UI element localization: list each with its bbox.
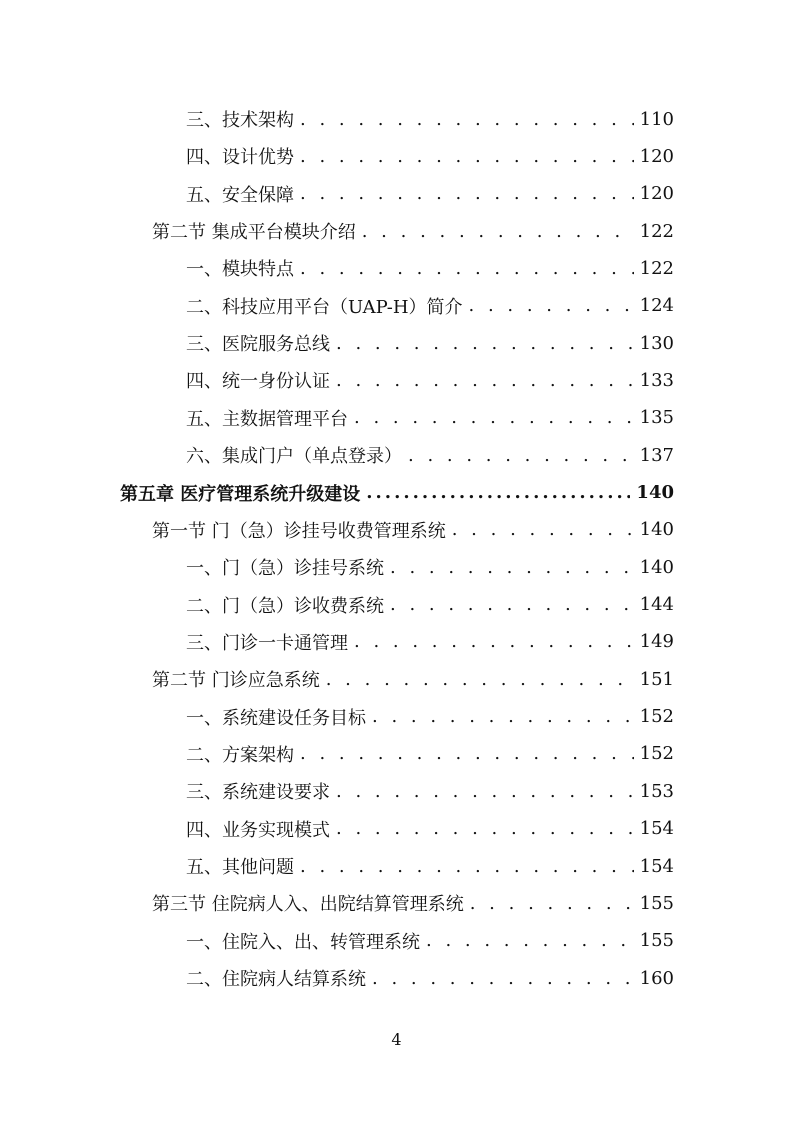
dot-leader <box>426 930 634 951</box>
toc-item-row[interactable] <box>186 328 674 358</box>
toc-section-row[interactable] <box>152 216 674 246</box>
toc-item-row[interactable] <box>186 590 674 620</box>
toc-entry-page-number: 122 <box>639 257 674 279</box>
toc-item-row[interactable] <box>186 440 674 470</box>
dot-leader <box>469 295 634 316</box>
toc-entry-title: 第三节 住院病人入、出院结算管理系统 <box>152 894 464 916</box>
toc-entry-title: 第一节 门（急）诊挂号收费管理系统 <box>152 520 446 542</box>
toc-item-row[interactable] <box>186 851 674 881</box>
toc-entry-page-number: 110 <box>639 108 674 130</box>
dot-leader <box>372 706 634 727</box>
toc-entry-page-number: 140 <box>636 482 674 503</box>
dot-leader <box>354 631 634 652</box>
toc-item-row[interactable] <box>186 627 674 657</box>
dot-leader <box>390 594 634 615</box>
toc-entry-title: 三、系统建设要求 <box>186 782 330 804</box>
toc-entry-page-number: 122 <box>639 220 674 242</box>
toc-entry-title: 第五章 医疗管理系统升级建设 <box>120 483 361 505</box>
dot-leader <box>354 407 634 428</box>
toc-entry-page-number: 135 <box>639 407 674 429</box>
dot-leader <box>300 109 634 130</box>
dot-leader <box>362 221 634 242</box>
toc-entry-title: 二、科技应用平台（UAP-H）简介 <box>186 296 463 318</box>
toc-item-row[interactable] <box>186 552 674 582</box>
toc-entry-title: 二、方案架构 <box>186 744 294 766</box>
toc-entry-page-number: 152 <box>639 743 674 765</box>
toc-entry-page-number: 155 <box>639 930 674 952</box>
dot-leader <box>452 519 634 540</box>
dot-leader <box>300 856 634 877</box>
toc-entry-page-number: 133 <box>639 369 674 391</box>
toc-item-row[interactable] <box>186 814 674 844</box>
toc-section-row[interactable] <box>152 515 674 545</box>
dot-leader <box>408 445 634 466</box>
toc-section-row[interactable] <box>152 888 674 918</box>
toc-entry-title: 第二节 集成平台模块介绍 <box>152 222 356 244</box>
dot-leader <box>336 370 634 391</box>
toc-entry-page-number: 130 <box>639 332 674 354</box>
toc-entry-title: 二、住院病人结算系统 <box>186 969 366 991</box>
toc-entry-page-number: 144 <box>639 594 674 616</box>
toc-entry-page-number: 151 <box>639 668 674 690</box>
page-number: 4 <box>391 1030 402 1049</box>
toc-entry-title: 四、设计优势 <box>186 147 294 169</box>
toc-entry-title: 一、门（急）诊挂号系统 <box>186 558 384 580</box>
toc-entry-page-number: 124 <box>639 295 674 317</box>
toc-chapter-row[interactable] <box>120 478 674 508</box>
toc-item-row[interactable] <box>186 104 674 134</box>
toc-entry-page-number: 152 <box>639 706 674 728</box>
toc-item-row[interactable] <box>186 291 674 321</box>
toc-entry-page-number: 154 <box>639 818 674 840</box>
toc-entry-title: 四、统一身份认证 <box>186 371 330 393</box>
toc-entry-title: 三、医院服务总线 <box>186 334 330 356</box>
toc-item-row[interactable] <box>186 179 674 209</box>
toc-entry-page-number: 120 <box>639 183 674 205</box>
toc-entry-title: 三、技术架构 <box>186 110 294 131</box>
toc-entry-page-number: 153 <box>639 780 674 802</box>
dot-leader <box>366 482 630 503</box>
dot-leader <box>300 183 634 204</box>
dot-leader <box>300 258 634 279</box>
toc-item-row[interactable] <box>186 739 674 769</box>
toc-item-row[interactable] <box>186 253 674 283</box>
dot-leader <box>336 333 634 354</box>
toc-entry-title: 五、主数据管理平台 <box>186 408 348 430</box>
dot-leader <box>336 781 634 802</box>
dot-leader <box>300 743 634 764</box>
toc-entry-title: 六、集成门户（单点登录） <box>186 446 402 468</box>
toc-entry-page-number: 160 <box>639 967 674 989</box>
toc-entry-title: 一、住院入、出、转管理系统 <box>186 931 420 953</box>
toc-entry-title: 一、系统建设任务目标 <box>186 707 366 729</box>
toc-item-row[interactable] <box>186 365 674 395</box>
dot-leader <box>390 557 634 578</box>
toc-item-row[interactable] <box>186 776 674 806</box>
toc-entry-page-number: 140 <box>639 556 674 578</box>
dot-leader <box>372 968 634 989</box>
toc-entry-title: 四、业务实现模式 <box>186 819 330 841</box>
toc-item-row[interactable] <box>186 141 674 171</box>
dot-leader <box>470 893 634 914</box>
toc-entry-page-number: 155 <box>639 892 674 914</box>
toc-entry-title: 五、其他问题 <box>186 857 294 878</box>
toc-entry-title: 一、模块特点 <box>186 259 294 281</box>
dot-leader <box>300 146 634 167</box>
toc-entry-page-number: 149 <box>639 631 674 653</box>
toc-item-row[interactable] <box>186 403 674 433</box>
toc-entry-title: 三、门诊一卡通管理 <box>186 632 348 654</box>
toc-entry-page-number: 137 <box>639 444 674 466</box>
toc-entry-title: 二、门（急）诊收费系统 <box>186 595 384 617</box>
toc-item-row[interactable] <box>186 702 674 732</box>
toc-section-row[interactable] <box>152 664 674 694</box>
toc-entry-page-number: 120 <box>639 145 674 167</box>
toc-entry-page-number: 154 <box>639 855 674 877</box>
dot-leader <box>326 669 634 690</box>
toc-entry-page-number: 140 <box>639 519 674 541</box>
toc-item-row[interactable] <box>186 926 674 956</box>
toc-item-row[interactable] <box>186 963 674 993</box>
toc-entry-title: 五、安全保障 <box>186 184 294 206</box>
dot-leader <box>336 818 634 839</box>
toc-entry-title: 第二节 门诊应急系统 <box>152 670 320 692</box>
